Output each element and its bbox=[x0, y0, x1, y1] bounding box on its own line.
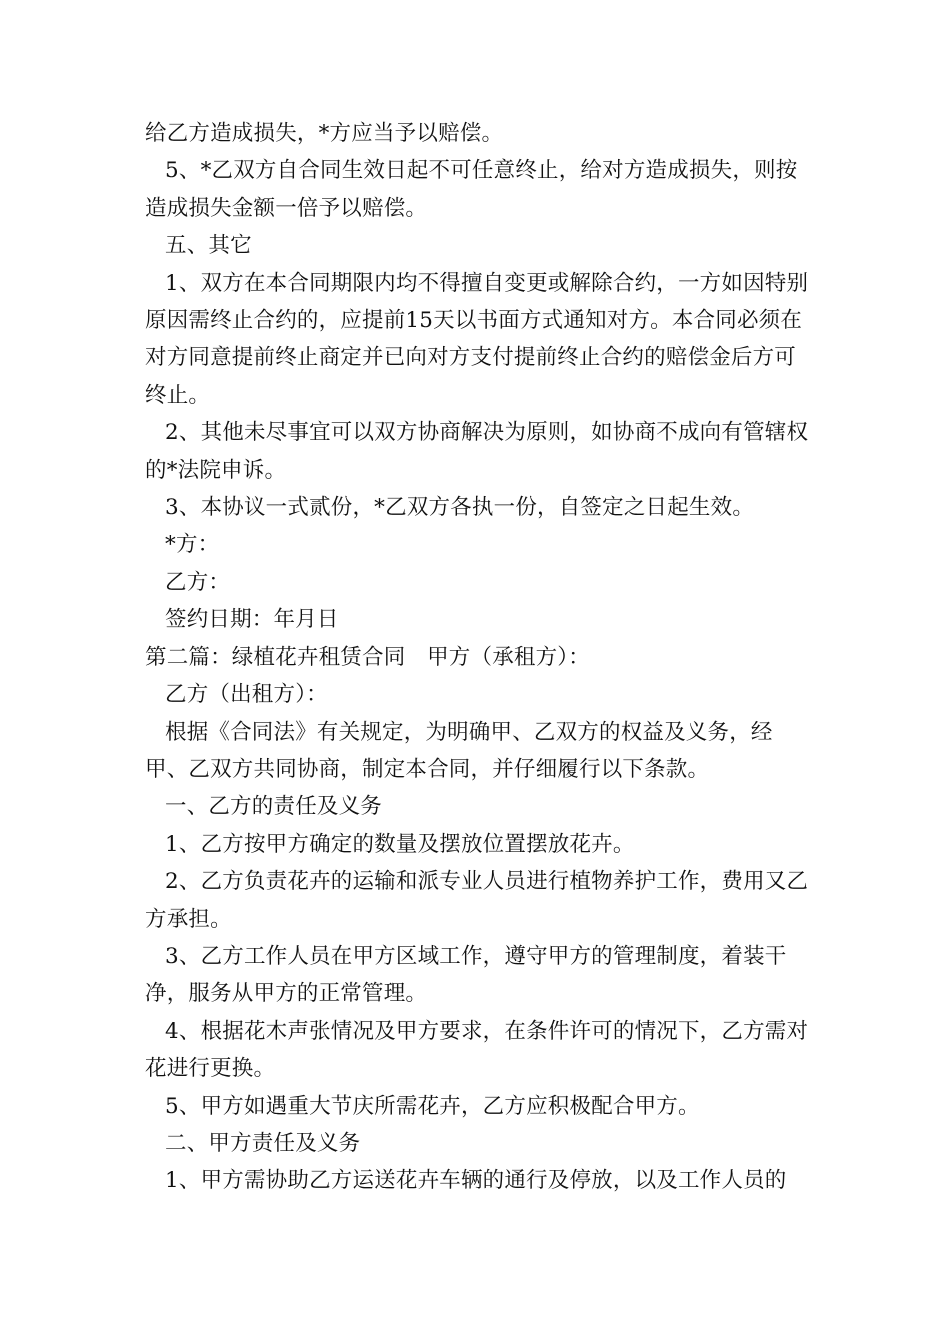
section-heading-other: 五、其它 bbox=[165, 233, 252, 259]
party-b-duty-5: 5、甲方如遇重大节庆所需花卉，乙方应积极配合甲方。 bbox=[165, 1093, 700, 1119]
paragraph-other-item-3: 3、本协议一式贰份，*乙双方各执一份，自签定之日起生效。 bbox=[165, 495, 755, 521]
second-contract-title: 第二篇：绿植花卉租赁合同 甲方（承租方）： bbox=[145, 644, 590, 670]
party-b-duty-3: 3、乙方工作人员在甲方区域工作，遵守甲方的管理制度，着装干净，服务从甲方的正常管理。 bbox=[145, 943, 787, 1007]
document-body bbox=[145, 115, 815, 1200]
section-heading-party-a-duties: 二、甲方责任及义务 bbox=[165, 1130, 361, 1156]
signing-date: 签约日期：年月日 bbox=[165, 607, 339, 633]
signature-party-a: *方： bbox=[165, 532, 220, 558]
paragraph-item-5-termination: 5、*乙双方自合同生效日起不可任意终止，给对方造成损失，则按造成损失金额一倍予以赔偿。 bbox=[145, 158, 798, 221]
party-a-duty-1: 1、甲方需协助乙方运送花卉车辆的通行及停放，以及工作人员的 bbox=[165, 1168, 787, 1194]
party-b-duty-2: 2、乙方负责花卉的运输和派专业人员进行植物养护工作，费用又乙方承担。 bbox=[145, 869, 809, 932]
paragraph-compensation-continued: 给乙方造成损失，*方应当予以赔偿。 bbox=[145, 121, 504, 146]
contract-preamble: 根据《合同法》有关规定，为明确甲、乙双方的权益及义务，经甲、乙双方共同协商，制定本合同，并仔细履行以下条款。 bbox=[145, 719, 773, 782]
lessor-party: 乙方（出租方）： bbox=[165, 682, 328, 708]
party-b-duty-1: 1、乙方按甲方确定的数量及摆放位置摆放花卉。 bbox=[165, 831, 635, 857]
party-b-duty-4: 4、根据花木声张情况及甲方要求，在条件许可的情况下，乙方需对花进行更换。 bbox=[145, 1018, 809, 1082]
signature-party-b: 乙方： bbox=[165, 569, 231, 595]
paragraph-other-item-2: 2、其他未尽事宜可以双方协商解决为原则，如协商不成向有管辖权的*法院申诉。 bbox=[145, 420, 809, 483]
paragraph-other-item-1: 1、双方在本合同期限内均不得擅自变更或解除合约，一方如因特别原因需终止合约的，应提前15天以书面方式通知对方。本合同必须在对方同意提前终止商定并已向对方支付提前终止合约的赔偿金后方可终止。 bbox=[145, 270, 809, 408]
section-heading-party-b-duties: 一、乙方的责任及义务 bbox=[165, 794, 383, 820]
